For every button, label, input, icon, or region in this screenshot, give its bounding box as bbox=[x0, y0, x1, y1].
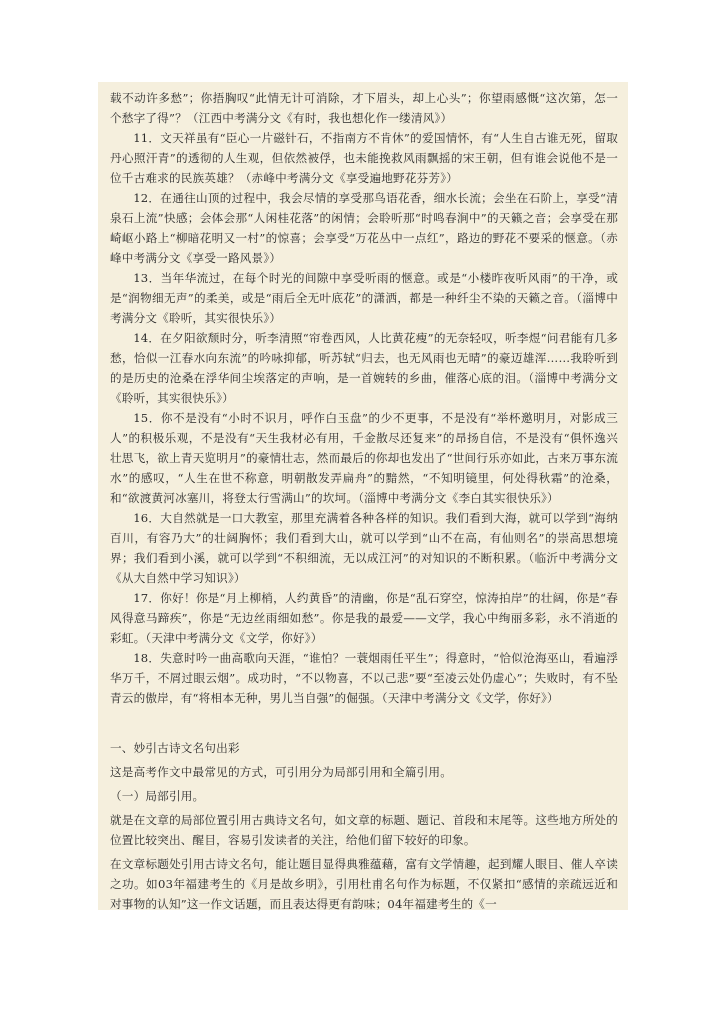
paragraph-local-quote: 就是在文章的局部位置引用古典诗文名句，如文章的标题、题记、首段和末尾等。这些地方所处的位置比较突出、醒目，容易引发读者的关注，给他们留下较好的印象。 bbox=[110, 813, 618, 847]
paragraph-item-11: 11．文天祥虽有“臣心一片磁针石，不指南方不肯休”的爱国情怀，有“人生自古谁无死，留取丹心照汗青”的透彻的人生观，但依然被俘，也未能挽救风雨飘摇的宋王朝，但有谁会说他不是一位千古难求的民族英雄？（赤峰中考满分文《享受遍地野花芬芳》） bbox=[110, 131, 618, 185]
paragraph-item-18: 18．失意时吟一曲高歌向天涯，“谁怕？一蓑烟雨任平生”；得意时，“恰似沧海巫山，看遍浮华万千，不屑过眼云烟”。成功时，“不以物喜，不以己悲”要“至凌云处仍虚心”；失败时，有不坠青云的傲岸，有“将相本无种，男儿当自强”的倔强。（天津中考满分文《文学，你好》） bbox=[110, 651, 618, 705]
document-body bbox=[110, 88, 618, 914]
paragraph-item-12: 12．在通往山顶的过程中，我会尽情的享受那鸟语花香，细水长流；会坐在石阶上，享受“清泉石上流”快感；会体会那“人闲桂花落”的闲情；会聆听那“时鸣春涧中”的天籁之音；会享受在那崎岖小路上“柳暗花明又一村”的惊喜；会享受“万花丛中一点红”，路边的野花不要采的惬意。（赤峰中考满分文《享受一路风景》） bbox=[110, 191, 618, 265]
paragraph-item-14: 14．在夕阳欲颓时分，听李清照“帘卷西风，人比黄花瘦”的无奈轻叹，听李煜“问君能有几多愁，恰似一江春水向东流”的吟咏抑郁，听苏轼“归去，也无风雨也无晴”的豪迈雄浑……我聆听到的是历史的沧桑在浮华间尘埃落定的声响，是一首婉转的乡曲，催落心底的泪。（淄博中考满分文《聆听，其实很快乐》） bbox=[110, 331, 618, 405]
paragraph-item-15: 15．你不是没有“小时不识月，呼作白玉盘”的少不更事，不是没有“举杯邀明月，对影成三人”的积极乐观，不是没有“天生我材必有用，千金散尽还复来”的昂扬自信，不是没有“俱怀逸兴壮思飞，欲上青天览明月”的豪情壮志，然而最后的你却也发出了“世间行乐亦如此，古来万事东流水”的感叹，“人生在世不称意，明朝散发弄扁舟”的黯然，“不知明镜里，何处得秋霜”的沧桑，和“欲渡黄河冰塞川，将登太行雪满山”的坎坷。（淄博中考满分文《李白其实很快乐》） bbox=[110, 411, 618, 505]
paragraph-continuation: 载不动许多愁”；你捂胸叹“此情无计可消除，才下眉头，却上心头”；你望雨感慨“这次第，怎一个愁字了得”？（江西中考满分文《有时，我也想化作一缕清风》） bbox=[110, 91, 618, 125]
section-heading: 一、妙引古诗文名句出彩 bbox=[110, 741, 240, 755]
subsection-heading: （一）局部引用。 bbox=[110, 789, 205, 803]
paragraph-item-16: 16．大自然就是一口大教室，那里充满着各种各样的知识。我们看到大海，就可以学到“海纳百川，有容乃大”的壮阔胸怀；我们看到大山，就可以学到“山不在高，有仙则名”的崇高思想境界；我们看到小溪，就可以学到“不积细流，无以成江河”的对知识的不断积累。（临沂中考满分文《从大自然中学习知识》） bbox=[110, 511, 618, 585]
paragraph-title-quote: 在文章标题处引用古诗文名句，能让题目显得典雅蕴藉，富有文学情趣，起到耀人眼目、催人卒读之功。如03年福建考生的《月是故乡明》，引用杜甫名句作为标题，不仅紧扣“感情的亲疏远近和对事物的认知”这一作文话题，而且表达得更有韵味；04年福建考生的《一 bbox=[110, 857, 618, 911]
paragraph-item-17: 17．你好！你是“月上柳梢，人约黄昏”的清幽，你是“乱石穿空，惊涛拍岸”的壮阔，你是“春风得意马蹄疾”，你是“无边丝雨细如愁”。你是我的最爱——文学，我心中绚丽多彩，永不消逝的彩虹。（天津中考满分文《文学，你好》） bbox=[110, 591, 618, 645]
paragraph-item-13: 13．当年华流过，在每个时光的间隙中享受听雨的惬意。或是“小楼昨夜听风雨”的干净，或是“润物细无声”的柔美，或是“雨后全无叶底花”的潇洒，都是一种纤尘不染的天籁之音。（淄博中考满分文《聆听，其实很快乐》） bbox=[110, 271, 618, 325]
paragraph-intro: 这是高考作文中最常见的方式，可引用分为局部引用和全篇引用。 bbox=[110, 765, 453, 779]
